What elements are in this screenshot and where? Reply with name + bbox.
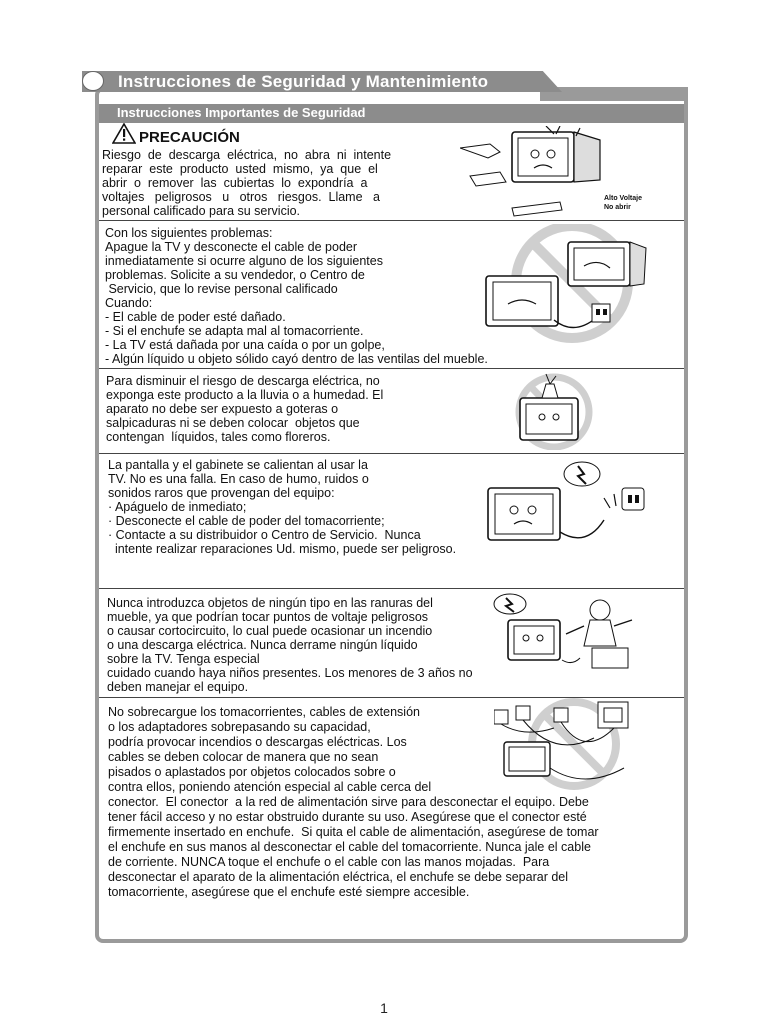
caution-line: voltajes peligrosos u otros riesgos. Llame a <box>102 190 380 204</box>
child-near-tv-illustration <box>488 590 648 672</box>
section3-line: salpicaduras ni se deben colocar objetos que <box>106 416 360 430</box>
section4-line: · Apáguelo de inmediato; <box>108 500 247 514</box>
section5-line: o una descarga eléctrica. Nunca derrame ningún líquido <box>107 638 418 652</box>
smoking-tv-unplug-illustration <box>486 458 654 558</box>
overloaded-outlet-prohibited-illustration <box>494 698 644 794</box>
section5-line: o causar cortocircuito, lo cual puede ocasionar un incendio <box>107 624 433 638</box>
caution-line: personal calificado para su servicio. <box>102 204 301 218</box>
section2-line: - Algún líquido u objeto sólido cayó dentro de las ventilas del mueble. <box>105 352 488 366</box>
section6-line: el enchufe en sus manos al desconectar el cable del tomacorriente. Nunca jale el cable <box>108 840 591 854</box>
caution-line: reparar este producto usted mismo, ya que el <box>102 162 378 176</box>
section5-line: sobre la TV. Tenga especial <box>107 652 260 666</box>
page-number: 1 <box>380 1000 388 1016</box>
section3-line: aparato no debe ser expuesto a goteras o <box>106 402 339 416</box>
caution-line: abrir o remover las cubiertas lo expondría a <box>102 176 368 190</box>
section6-line: de corriente. NUNCA toque el enchufe o el cable con las manos mojadas. Para <box>108 855 550 869</box>
section6-line: tomacorriente, asegúrese que el enchufe esté siempre accesible. <box>108 885 470 899</box>
subheading: Instrucciones Importantes de Seguridad <box>117 105 366 120</box>
section2-line: - El cable de poder esté dañado. <box>105 310 286 324</box>
illustration-label: Alto Voltaje <box>604 195 642 202</box>
section4-line: TV. No es una falla. En caso de humo, ruidos o <box>108 472 369 486</box>
section3-line: exponga este producto a la lluvia o a humedad. El <box>106 388 384 402</box>
section4-line: · Contacte a su distribuidor o Centro de Servicio. Nunca <box>108 528 421 542</box>
section3-line: contengan líquidos, tales como floreros. <box>106 430 331 444</box>
page-title: Instrucciones de Seguridad y Mantenimiento <box>118 72 489 91</box>
section2-line: Cuando: <box>105 296 153 310</box>
section6-line: contra ellos, poniendo atención especial al cable cerca del <box>108 780 432 794</box>
section5-line: cuidado cuando haya niños presentes. Los menores de 3 años no <box>107 666 473 680</box>
caution-title: PRECAUCIÓN <box>139 129 240 146</box>
section4-line: · Desconecte el cable de poder del tomacorriente; <box>108 514 385 528</box>
illustration-label: No abrir <box>604 204 631 211</box>
section2-line: Servicio, que lo revise personal calificado <box>105 282 338 296</box>
frame-top-band <box>540 87 688 101</box>
section3-line: Para disminuir el riesgo de descarga eléctrica, no <box>106 374 380 388</box>
section2-line: problemas. Solicite a su vendedor, o Centro de <box>105 268 365 282</box>
section-divider <box>99 453 684 454</box>
damaged-tv-prohibited-illustration <box>484 224 662 352</box>
warning-triangle-icon <box>112 123 136 144</box>
section6-line: firmemente insertado en enchufe. Si quita el cable de alimentación, asegúrese de tomar <box>108 825 599 839</box>
section6-line: pisados o aplastados por objetos colocados sobre o <box>108 765 396 779</box>
section6-line: cables se deben colocar de manera que no sean <box>108 750 379 764</box>
caution-line: Riesgo de descarga eléctrica, no abra ni intente <box>102 148 392 162</box>
section6-line: No sobrecargue los tomacorrientes, cables de extensión <box>108 705 420 719</box>
title-circle-icon <box>82 71 104 91</box>
section6-line: conector. El conector a la red de alimentación sirve para desconectar el equipo. Debe <box>108 795 589 809</box>
section2-line: inmediatamente si ocurre alguno de los siguientes <box>105 254 383 268</box>
section2-line: Apague la TV y desconecte el cable de poder <box>105 240 358 254</box>
section5-line: Nunca introduzca objetos de ningún tipo en las ranuras del <box>107 596 433 610</box>
section5-line: deben manejar el equipo. <box>107 680 249 694</box>
section2-line: - Si el enchufe se adapta mal al tomacorriente. <box>105 324 364 338</box>
section6-line: o los adaptadores sobrepasando su capacidad, <box>108 720 371 734</box>
section-divider <box>99 368 684 369</box>
section-divider <box>99 220 684 221</box>
section4-line: intente realizar reparaciones Ud. mismo, puede ser peligroso. <box>108 542 457 556</box>
section4-line: sonidos raros que provengan del equipo: <box>108 486 335 500</box>
section6-line: podría provocar incendios o descargas eléctricas. Los <box>108 735 407 749</box>
section6-line: desconectar el aparato de la alimentación eléctrica, el enchufe se debe separar del <box>108 870 569 884</box>
section6-line: tener fácil acceso y no estar obstruido durante su uso. Asegúrese que el conector esté <box>108 810 587 824</box>
tv-with-vase-prohibited-illustration <box>512 372 596 450</box>
section5-line: mueble, ya que podrían tocar puntos de voltaje peligrosos <box>107 610 429 624</box>
section2-line: Con los siguientes problemas: <box>105 226 273 240</box>
section4-line: La pantalla y el gabinete se calientan al usar la <box>108 458 368 472</box>
section2-line: - La TV está dañada por una caída o por un golpe, <box>105 338 385 352</box>
section-divider <box>99 588 684 589</box>
